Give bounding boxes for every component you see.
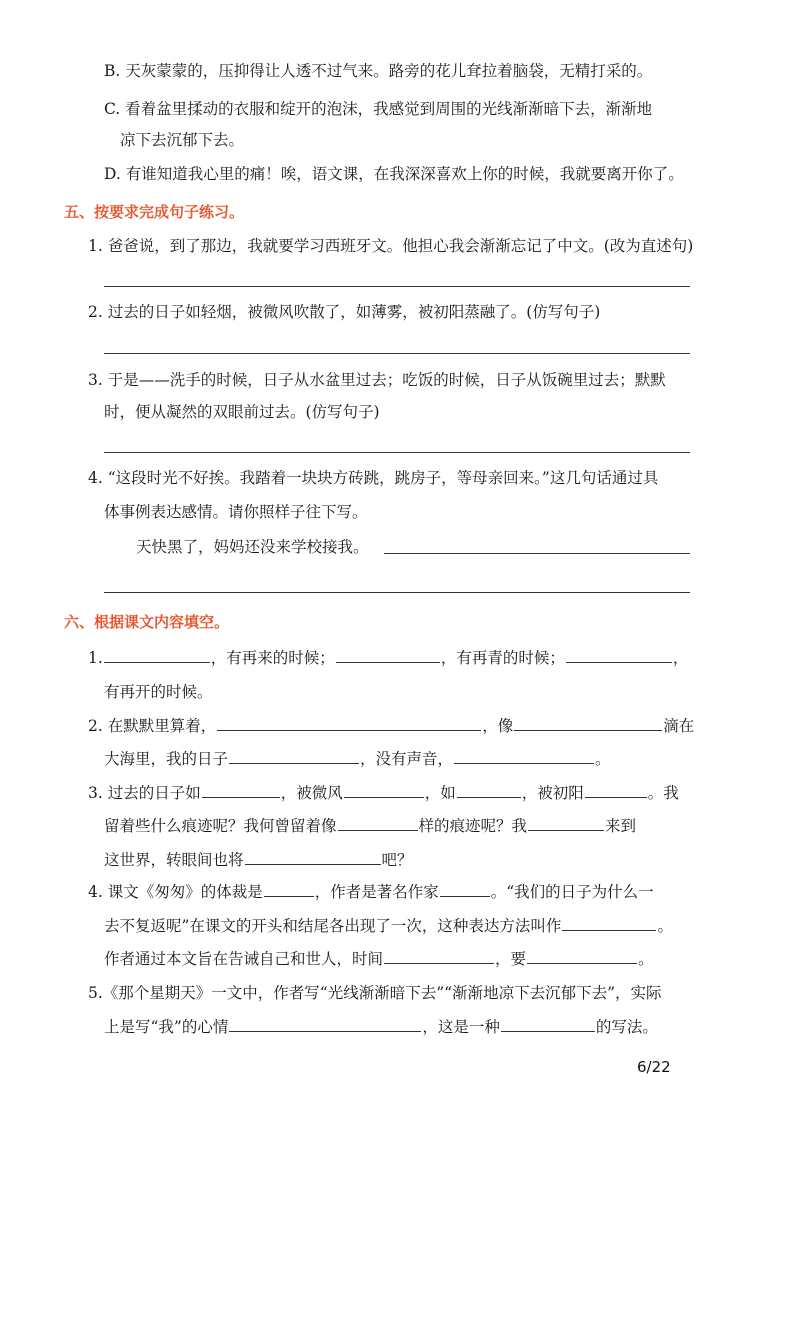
- s6-q5-text-d: 的写法。: [595, 1018, 658, 1036]
- s6-q1-text-c: ，有再青的时候；: [440, 649, 565, 667]
- s6-q3-text-g: 样的痕迹呢？我: [418, 817, 528, 835]
- s6-question-1-line1: [88, 646, 688, 669]
- s6-q4-text-c: 。“我们的日子为什么一: [490, 883, 654, 901]
- s6-q4-text-f: 作者通过本文旨在告诫自己和世人，时间: [104, 950, 384, 968]
- s6-question-5-line1: 5.《那个星期天》一文中，作者写“光线渐渐暗下去”“渐渐地凉下去沉郁下去”，实际: [88, 984, 662, 1002]
- s6-q3-blank-4[interactable]: [585, 781, 647, 798]
- s5-question-4-line1: 4. “这段时光不好挨。我踏着一块块方砖跳，跳房子，等母亲回来。”这几句话通过具: [88, 469, 659, 487]
- s6-question-2-line1: [88, 714, 694, 737]
- s6-q2-blank-2[interactable]: [514, 714, 662, 731]
- s5-question-4-prompt: 天快黑了，妈妈还没来学校接我。: [136, 538, 369, 556]
- s6-question-2-line2: [104, 747, 611, 770]
- option-c-line2: 凉下去沉郁下去。: [120, 131, 245, 149]
- s6-q3-blank-2[interactable]: [344, 781, 424, 798]
- s6-q3-text-h: 来到: [605, 817, 637, 835]
- s6-q4-blank-3[interactable]: [562, 914, 656, 931]
- s6-q3-text-e: 。我: [647, 784, 679, 802]
- s6-q5-blank-1[interactable]: [229, 1015, 421, 1032]
- s6-q1-blank-1[interactable]: [104, 646, 210, 663]
- section-5-heading: 五、按要求完成句子练习。: [64, 203, 245, 221]
- s6-q4-text-g: ，要: [495, 950, 527, 968]
- s6-q2-blank-1[interactable]: [217, 714, 481, 731]
- s6-q3-text-a: 3. 过去的日子如: [88, 784, 201, 802]
- s6-question-3-line1: [88, 781, 679, 804]
- s6-q1-number: 1.: [88, 649, 103, 667]
- s5-q2-answer-line[interactable]: [104, 353, 690, 354]
- page-number: 6/22: [637, 1058, 671, 1076]
- s6-q1-text-d: ，: [672, 649, 689, 667]
- s6-q3-text-c: ，如: [424, 784, 456, 802]
- s6-q4-text-b: ，作者是著名作家: [314, 883, 439, 901]
- s6-q4-text-h: 。: [638, 950, 654, 968]
- s6-q3-blank-3[interactable]: [457, 781, 521, 798]
- option-b: B. 天灰蒙蒙的，压抑得让人透不过气来。路旁的花儿耷拉着脑袋，无精打采的。: [104, 62, 653, 80]
- s6-q3-text-i: 这世界，转眼间也将: [104, 851, 244, 869]
- s6-q4-blank-1[interactable]: [264, 880, 314, 897]
- s6-q2-text-d: 大海里，我的日子: [104, 750, 229, 768]
- s6-q3-text-b: ，被微风: [280, 784, 343, 802]
- s6-q1-blank-2[interactable]: [336, 646, 440, 663]
- s6-q3-text-j: 吧？: [381, 851, 413, 869]
- s6-q3-text-d: ，被初阳: [521, 784, 584, 802]
- s5-question-1: 1. 爸爸说，到了那边，我就要学习西班牙文。他担心我会渐渐忘记了中文。(改为直述句): [88, 237, 694, 255]
- option-c-line1: C. 看着盆里揉动的衣服和绽开的泡沫，我感觉到周围的光线渐渐暗下去，渐渐地: [104, 100, 653, 118]
- s6-q4-blank-2[interactable]: [440, 880, 490, 897]
- s6-q1-text-b: ，有再来的时候；: [210, 649, 335, 667]
- section-6-heading: 六、根据课文内容填空。: [64, 613, 230, 631]
- s5-question-3-line1: 3. 于是——洗手的时候，日子从水盆里过去；吃饭的时候，日子从饭碗里过去；默默: [88, 371, 666, 389]
- s6-q2-blank-3[interactable]: [229, 747, 359, 764]
- s6-question-5-line2: [104, 1015, 658, 1038]
- s6-q2-text-c: 滴在: [663, 717, 695, 735]
- s6-q3-blank-1[interactable]: [202, 781, 280, 798]
- option-d: D. 有谁知道我心里的痛！唉，语文课，在我深深喜欢上你的时候，我就要离开你了。: [104, 165, 684, 183]
- s6-q2-text-b: ，像: [482, 717, 514, 735]
- s6-q3-blank-5[interactable]: [338, 814, 418, 831]
- s5-q3-answer-line[interactable]: [104, 452, 690, 453]
- s6-q2-blank-4[interactable]: [454, 747, 594, 764]
- s6-question-4-line3: [104, 947, 654, 970]
- s6-q3-blank-6[interactable]: [528, 814, 604, 831]
- s5-question-3-line2: 时，便从凝然的双眼前过去。(仿写句子): [104, 403, 380, 421]
- s6-q5-blank-2[interactable]: [501, 1015, 595, 1032]
- s6-question-3-line3: [104, 848, 413, 871]
- s6-question-1-line2: 有再开的时候。: [104, 683, 213, 701]
- s5-question-4-line2: 体事例表达感情。请你照样子往下写。: [104, 503, 368, 521]
- s6-q5-text-b: 上是写“我”的心情: [104, 1018, 229, 1036]
- s6-q4-blank-5[interactable]: [527, 947, 637, 964]
- s5-q1-answer-line[interactable]: [104, 286, 690, 287]
- s5-q4-answer-line1[interactable]: [384, 553, 690, 554]
- s6-q1-blank-3[interactable]: [566, 646, 672, 663]
- s6-question-4-line2: [104, 914, 673, 937]
- s6-q4-text-a: 4. 课文《匆匆》的体裁是: [88, 883, 263, 901]
- s6-q4-blank-4[interactable]: [384, 947, 494, 964]
- s5-question-2: 2. 过去的日子如轻烟，被微风吹散了，如薄雾，被初阳蒸融了。(仿写句子): [88, 303, 601, 321]
- s6-question-3-line2: [104, 814, 636, 837]
- s6-question-4-line1: [88, 880, 654, 903]
- s6-q5-text-c: ，这是一种: [422, 1018, 500, 1036]
- s5-q4-answer-line2[interactable]: [104, 592, 690, 593]
- s6-q2-text-f: 。: [595, 750, 611, 768]
- s6-q3-blank-7[interactable]: [245, 848, 381, 865]
- s6-q4-text-d: 去不复返呢”在课文的开头和结尾各出现了一次，这种表达方法叫作: [104, 917, 562, 935]
- s6-q3-text-f: 留着些什么痕迹呢？我何曾留着像: [104, 817, 337, 835]
- s6-q4-text-e: 。: [657, 917, 673, 935]
- s6-q2-text-e: ，没有声音，: [360, 750, 454, 768]
- s6-q2-text-a: 2. 在默默里算着，: [88, 717, 217, 735]
